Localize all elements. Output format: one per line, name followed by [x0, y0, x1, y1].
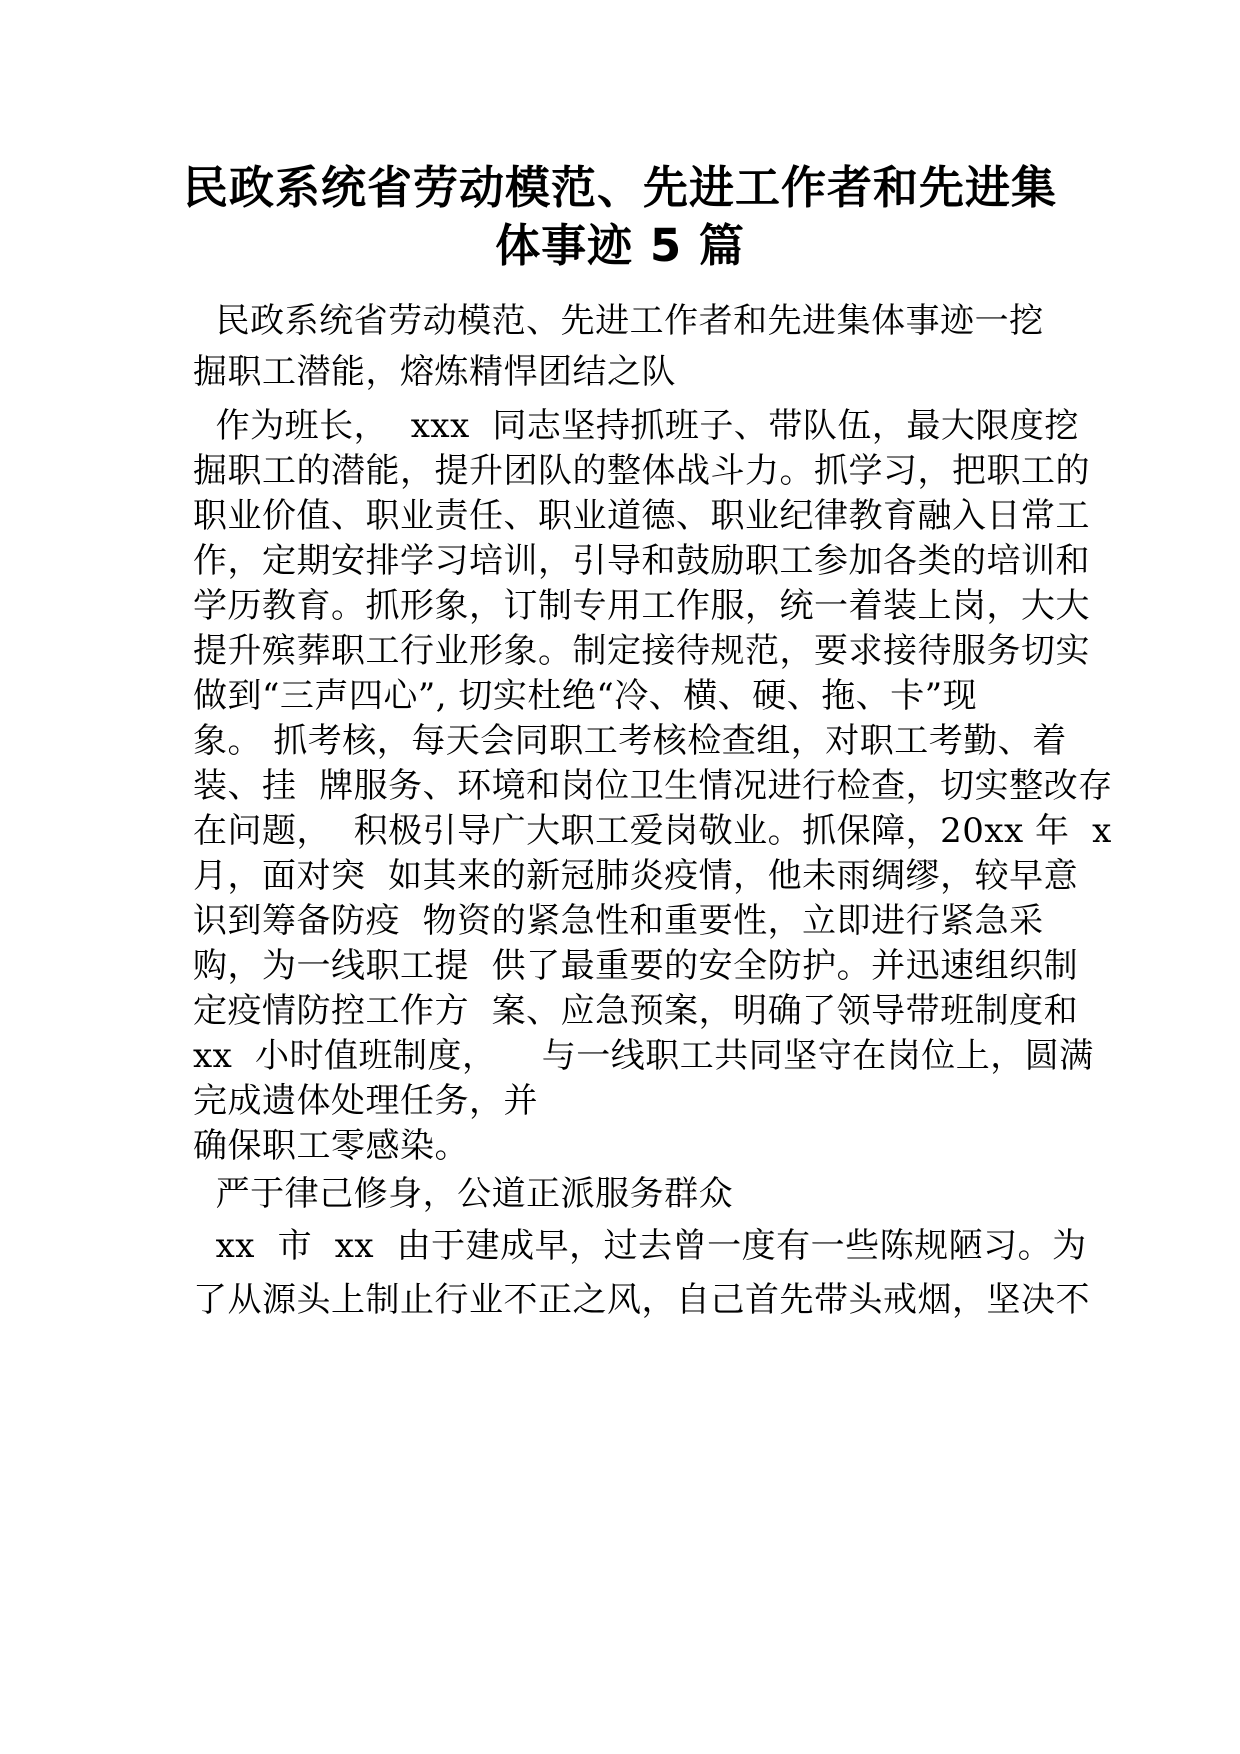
body-line: 职业价值、职业责任、职业道德、职业纪律教育融入日常工	[193, 496, 1090, 536]
body-line: 确保职工零感染。	[193, 1126, 469, 1166]
body-line: 识到筹备防疫 物资的紧急性和重要性，立即进行紧急采	[193, 901, 1044, 941]
body-line: 学历教育。抓形象，订制专用工作服，统一着装上岗，大大	[193, 586, 1090, 626]
document-title-line-2: 体事迹 5 篇	[495, 219, 745, 272]
body-line: 严于律己修身，公道正派服务群众	[193, 1174, 734, 1214]
body-line: 民政系统省劳动模范、先进工作者和先进集体事迹一挖	[193, 301, 1044, 341]
body-line: 了从源头上制止行业不正之风，自己首先带头戒烟，坚决不	[193, 1280, 1090, 1320]
body-line: 象。 抓考核，每天会同职工考核检查组，对职工考勤、着	[193, 721, 1067, 761]
body-line: 作，定期安排学习培训，引导和鼓励职工参加各类的培训和	[193, 541, 1090, 581]
body-line: 在问题， 积极引导广大职工爱岗敬业。抓保障，20xx 年 x	[193, 811, 1112, 851]
body-line: xx 市 xx 由于建成早，过去曾一度有一些陈规陋习。为	[193, 1226, 1087, 1266]
body-line: 做到“三声四心”, 切实杜绝“冷、横、硬、拖、卡”现	[193, 676, 978, 716]
body-line: 作为班长， xxx 同志坚持抓班子、带队伍，最大限度挖	[193, 406, 1079, 446]
body-line: 装、挂 牌服务、环境和岗位卫生情况进行检查，切实整改存	[193, 766, 1113, 806]
body-line: 完成遗体处理任务，并	[193, 1081, 538, 1121]
body-line: 提升殡葬职工行业形象。制定接待规范，要求接待服务切实	[193, 631, 1090, 671]
body-line: 掘职工潜能，熔炼精悍团结之队	[193, 352, 676, 392]
body-line: 定疫情防控工作方 案、应急预案，明确了领导带班制度和	[193, 991, 1079, 1031]
body-line: 月，面对突 如其来的新冠肺炎疫情，他未雨绸缪，较早意	[193, 856, 1079, 896]
document-title-line-1: 民政系统省劳动模范、先进工作者和先进集	[182, 161, 1057, 214]
body-line: 掘职工的潜能，提升团队的整体战斗力。抓学习，把职工的	[193, 451, 1090, 491]
body-line: xx 小时值班制度， 与一线职工共同坚守在岗位上，圆满	[193, 1036, 1094, 1076]
body-line: 购，为一线职工提 供了最重要的安全防护。并迅速组织制	[193, 946, 1079, 986]
